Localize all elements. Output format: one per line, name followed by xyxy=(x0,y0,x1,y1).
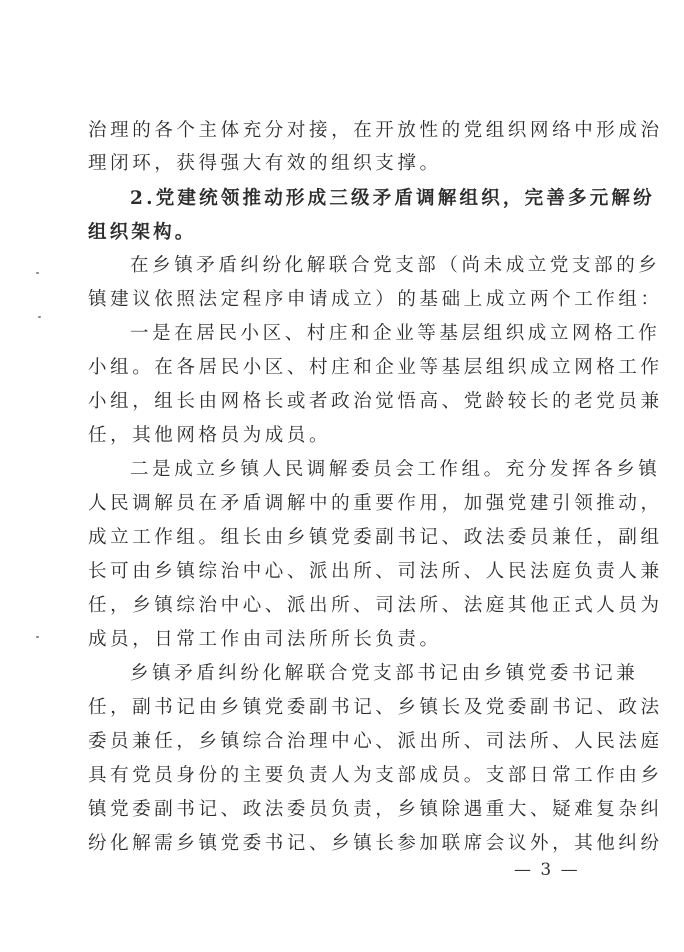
body-text-line: 小组。在各居民小区、村庄和企业等基层组织成立网格工作 xyxy=(88,357,663,378)
body-text-line: 长可由乡镇综治中心、派出所、司法所、人民法庭负责人兼 xyxy=(88,561,663,582)
body-text-line: 任，其他网格员为成员。 xyxy=(88,425,332,446)
scan-speck xyxy=(36,272,39,274)
body-text-line: 小组，组长由网格长或者政治觉悟高、党龄较长的老党员兼 xyxy=(88,391,663,412)
paragraph-first-line: 乡镇矛盾纠纷化解联合党支部书记由乡镇党委书记兼 xyxy=(130,663,639,684)
scan-speck xyxy=(36,636,39,638)
paragraph-first-line: 二是成立乡镇人民调解委员会工作组。充分发挥各乡镇 xyxy=(130,459,661,480)
body-text-line: 任，乡镇综治中心、派出所、司法所、法庭其他正式人员为 xyxy=(88,595,663,616)
body-text-line: 委员兼任，乡镇综合治理中心、派出所、司法所、人民法庭 xyxy=(88,731,663,752)
body-text-line: 成立工作组。组长由乡镇党委副书记、政法委员兼任，副组 xyxy=(88,527,663,548)
body-text-line: 治理的各个主体充分对接，在开放性的党组织网络中形成治 xyxy=(88,120,663,141)
paragraph-first-line: 在乡镇矛盾纠纷化解联合党支部（尚未成立党支部的乡 xyxy=(130,255,661,276)
section-heading: 组织架构。 xyxy=(88,222,197,243)
body-text-line: 镇党委副书记、政法委员负责，乡镇除遇重大、疑难复杂纠 xyxy=(88,799,663,820)
paragraph-first-line: 一是在居民小区、村庄和企业等基层组织成立网格工作 xyxy=(130,323,661,344)
body-text-line: 人民调解员在矛盾调解中的重要作用，加强党建引领推动， xyxy=(88,493,663,514)
body-text-line: 纷化解需乡镇党委书记、乡镇长参加联席会议外，其他纠纷 xyxy=(88,833,663,854)
section-heading: 2.党建统领推动形成三级矛盾调解组织，完善多元解纷 xyxy=(130,188,655,209)
body-text-line: 具有党员身份的主要负责人为支部成员。支部日常工作由乡 xyxy=(88,765,663,786)
body-text-line: 任，副书记由乡镇党委副书记、乡镇长及党委副书记、政法 xyxy=(88,697,663,718)
body-text-line: 成员，日常工作由司法所所长负责。 xyxy=(88,629,442,650)
page-number: — 3 — xyxy=(514,860,580,880)
body-text-line: 镇建议依照法定程序申请成立）的基础上成立两个工作组： xyxy=(88,289,663,310)
scan-speck xyxy=(38,316,41,318)
body-text-line: 理闭环，获得强大有效的组织支撑。 xyxy=(88,153,442,174)
